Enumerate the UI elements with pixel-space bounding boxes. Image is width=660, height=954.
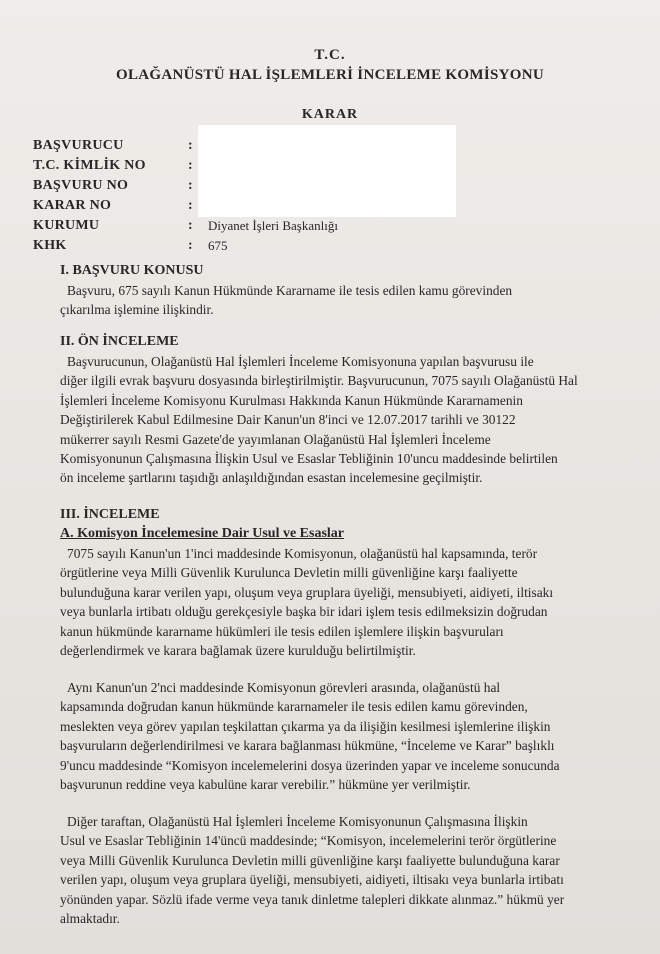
field-label: KURUMU: [33, 218, 100, 233]
text-line: veya Milli Güvenlik Kurulunca Devletin milli güvenliğine karşı faaliyette bulunduğuna karar: [60, 852, 560, 868]
section-title-preliminary-review: II. ÖN İNCELEME: [60, 334, 179, 349]
text-line: örgütlerine veya Milli Güvenlik Kurulunca Devletin milli güvenliğine karşı faaliyette: [60, 565, 518, 581]
field-colon: :: [188, 138, 193, 153]
text-line: ön inceleme şartlarını taşıdığı anlaşıldığından esastan incelemesine geçilmiştir.: [60, 470, 483, 486]
text-line: meslekten veya görev yapılan teşkilattan çıkarma ya da ilişiğin kesilmesi işlemlerine ilişkin: [60, 718, 551, 734]
field-label: KHK: [33, 238, 67, 253]
text-line: diğer ilgili evrak başvuru dosyasında birleştirilmiştir. Başvurucunun, 7075 sayılı Olağanüstü Hal: [60, 373, 578, 389]
field-label: BAŞVURUCU: [33, 138, 124, 153]
field-label: KARAR NO: [33, 198, 112, 213]
text-line: Aynı Kanun'un 2'nci maddesinde Komisyonun görevleri arasında, olağanüstü hal: [67, 680, 501, 695]
field-label: T.C. KİMLİK NO: [33, 158, 146, 173]
text-line: Diğer taraftan, Olağanüstü Hal İşlemleri İnceleme Komisyonunun Çalışmasına İlişkin: [67, 814, 528, 829]
text-line: değerlendirmek ve karara bağlamak üzere kurulduğu belirtilmiştir.: [60, 643, 416, 659]
section-title-application-subject: I. BAŞVURU KONUSU: [60, 263, 204, 278]
text-line: Değiştirilerek Kabul Edilmesine Dair Kanun'un 8'inci ve 12.07.2017 tarihli ve 30122: [60, 412, 516, 428]
text-line: başvuruların değerlendirilmesi ve karara bağlanması hükmüne, “İnceleme ve Karar” başlıklı: [60, 738, 555, 754]
paragraph-article-2: [60, 678, 642, 794]
field-value: 675: [208, 238, 228, 253]
paragraph-article-1: [60, 544, 640, 660]
section-title-examination: III. İNCELEME: [60, 507, 160, 522]
text-line: veya bunlarla irtibatı olduğu gerekçesiyle başka bir idari işlem tesis edilmeksizin doğrudan: [60, 604, 548, 620]
text-line: Usul ve Esaslar Tebliğinin 14'üncü maddesinde; “Komisyon, incelemelerini terör örgütlerine: [60, 833, 557, 849]
field-colon: :: [188, 158, 193, 173]
document-type-title: KARAR: [301, 107, 359, 122]
paragraph-application-subject: [60, 281, 638, 320]
field-colon: :: [188, 198, 193, 213]
text-line: 9'uncu maddesinde “Komisyon incelemelerini dosya üzerinden yapar ve inceleme sonucunda: [60, 757, 560, 773]
text-line: kanun hükmünde kararname hükümleri ile tesis edilen işlemlere ilişkin başvuruları: [60, 623, 504, 639]
field-colon: :: [188, 218, 193, 233]
field-colon: :: [188, 178, 193, 193]
header-organization: OLAĞANÜSTÜ HAL İŞLEMLERİ İNCELEME KOMİSYONU: [116, 67, 544, 83]
paragraph-communique-article-14: [60, 812, 642, 928]
field-value: Diyanet İşleri Başkanlığı: [208, 218, 338, 233]
text-line: verilen yapı, oluşum veya gruplara üyeliği, mensubiyeti, aidiyeti, iltisakı veya bunlarla irtibatı: [60, 872, 564, 888]
text-line: Komisyonunun Çalışmasına İlişkin Usul ve Esaslar Tebliğinin 10'uncu maddesinde belirtilen: [60, 451, 558, 467]
subsection-title-procedures: A. Komisyon İncelemesine Dair Usul ve Esaslar: [60, 526, 345, 541]
text-line: almaktadır.: [60, 911, 120, 927]
text-line: yönünden yapar. Sözlü ifade verme veya tanık dinletme talepleri dikkate alınmaz.” hükmü yer: [60, 891, 565, 907]
text-line: Başvurucunun, Olağanüstü Hal İşlemleri İnceleme Komisyonuna yapılan başvurusu ile: [67, 354, 534, 369]
text-line: Başvuru, 675 sayılı Kanun Hükmünde Kararname ile tesis edilen kamu görevinden: [67, 283, 513, 298]
text-line: mükerrer sayılı Resmi Gazete'de yayımlanan Olağanüstü Hal İşlemleri İnceleme: [60, 431, 491, 447]
redaction-box: [198, 125, 456, 217]
text-line: kapsamında doğrudan kanun hükmünde kararnameler ile tesis edilen kamu görevinden,: [60, 699, 528, 715]
text-line: bulunduğuna karar verilen yapı, oluşum veya gruplara üyeliği, mensubiyeti, aidiyeti, iltisakı: [60, 584, 554, 600]
paragraph-preliminary-review: [60, 352, 640, 488]
text-line: İşlemleri İnceleme Komisyonu Kurulması Hakkında Kanun Hükmünde Kararnamenin: [60, 392, 523, 408]
field-label: BAŞVURU NO: [33, 178, 129, 193]
header-tc: T.C.: [314, 47, 346, 63]
text-line: başvurunun reddine veya kabulüne karar verebilir.” hükmüne yer verilmiştir.: [60, 777, 471, 793]
field-row-institution: [33, 218, 633, 238]
text-line: çıkarılma işlemine ilişkindir.: [60, 302, 214, 318]
field-row-khk: [33, 238, 633, 258]
text-line: 7075 sayılı Kanun'un 1'inci maddesinde Komisyonun, olağanüstü hal kapsamında, terör: [67, 546, 538, 561]
field-colon: :: [188, 238, 193, 253]
